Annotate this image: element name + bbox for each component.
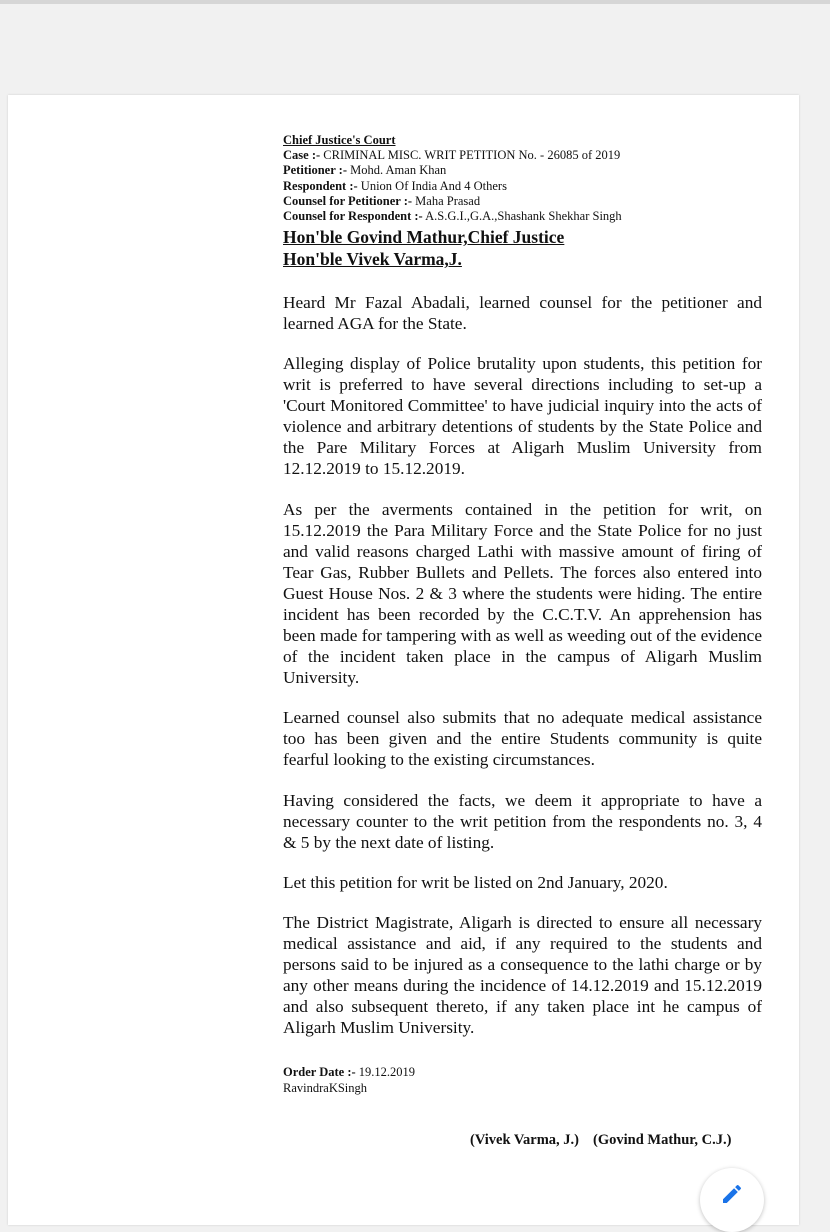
judge-second: Hon'ble Vivek Varma,J.	[283, 249, 462, 270]
order-date-label: Order Date :-	[283, 1065, 356, 1080]
paragraph: The District Magistrate, Aligarh is directed to ensure all necessary medical assistance and aid, if any required to the students and persons said to be injured as a consequence to the lathi charge or by any other means during the incidence of 14.12.2019 and 15.12.2019 and also subsequent thereto, if any taken place int he campus of Aligarh Muslim University.	[283, 913, 762, 1038]
edit-button[interactable]	[700, 1168, 764, 1232]
case-header	[283, 133, 762, 224]
signature-vivek-varma: (Vivek Varma, J.)	[470, 1132, 580, 1148]
signatures	[470, 1132, 745, 1149]
case-label: Case :-	[283, 148, 321, 163]
respondent-label: Respondent :-	[283, 178, 358, 193]
respondent-value: Union Of India And 4 Others	[360, 178, 507, 193]
case-value: CRIMINAL MISC. WRIT PETITION No. - 26085 of 2019	[323, 148, 621, 163]
petitioner-value: Mohd. Aman Khan	[350, 163, 447, 178]
judge-chief-justice: Hon'ble Govind Mathur,Chief Justice	[283, 227, 565, 248]
order-date-line	[283, 1064, 762, 1080]
petitioner-counsel-label: Counsel for Petitioner :-	[283, 193, 413, 208]
order-footer	[283, 1064, 762, 1096]
court-title: Chief Justice's Court	[283, 133, 396, 147]
respondent-counsel-field	[283, 209, 762, 224]
signature-govind-mathur: (Govind Mathur, C.J.)	[593, 1132, 732, 1148]
pencil-icon	[720, 1182, 744, 1206]
paragraph: Having considered the facts, we deem it appropriate to have a necessary counter to the writ petition from the respondents no. 3, 4 & 5 by the next date of listing.	[283, 791, 762, 853]
case-field	[283, 148, 762, 163]
document-content	[283, 133, 762, 1096]
petitioner-counsel-value: Maha Prasad	[415, 193, 481, 208]
petitioner-counsel-field	[283, 194, 762, 209]
respondent-counsel-label: Counsel for Respondent :-	[283, 209, 423, 224]
paragraph: Alleging display of Police brutality upon students, this petition for writ is preferred to have several directions including to set-up a 'Court Monitored Committee' to have judicial inquiry into the acts of violence and arbitrary detentions of students by the State Police and the Pare Military Forces at Aligarh Muslim University from 12.12.2019 to 15.12.2019.	[283, 354, 762, 479]
clerk-name: RavindraKSingh	[283, 1081, 368, 1096]
petitioner-field	[283, 163, 762, 178]
document-page	[8, 95, 799, 1225]
respondent-field	[283, 179, 762, 194]
paragraph: Let this petition for writ be listed on 2nd January, 2020.	[283, 873, 668, 893]
paragraph: Heard Mr Fazal Abadali, learned counsel for the petitioner and learned AGA for the State.	[283, 293, 762, 334]
bench	[283, 226, 762, 270]
paragraph: As per the averments contained in the petition for writ, on 15.12.2019 the Para Military Force and the State Police for no just and valid reasons charged Lathi with massive amount of firing of Tear Gas, Rubber Bullets and Pellets. The forces also entered into Guest House Nos. 2 & 3 where the students were hiding. The entire incident has been recorded by the C.C.T.V. An apprehension has been made for tampering with as well as weeding out of the evidence of the incident taken place in the campus of Aligarh Muslim University.	[283, 500, 762, 688]
order-date-value: 19.12.2019	[358, 1065, 416, 1080]
respondent-counsel-value: A.S.G.I.,G.A.,Shashank Shekhar Singh	[425, 209, 622, 224]
top-bar	[0, 0, 830, 4]
paragraph: Learned counsel also submits that no adequate medical assistance too has been given and the entire Students community is quite fearful looking to the existing circumstances.	[283, 708, 762, 770]
petitioner-label: Petitioner :-	[283, 163, 347, 178]
